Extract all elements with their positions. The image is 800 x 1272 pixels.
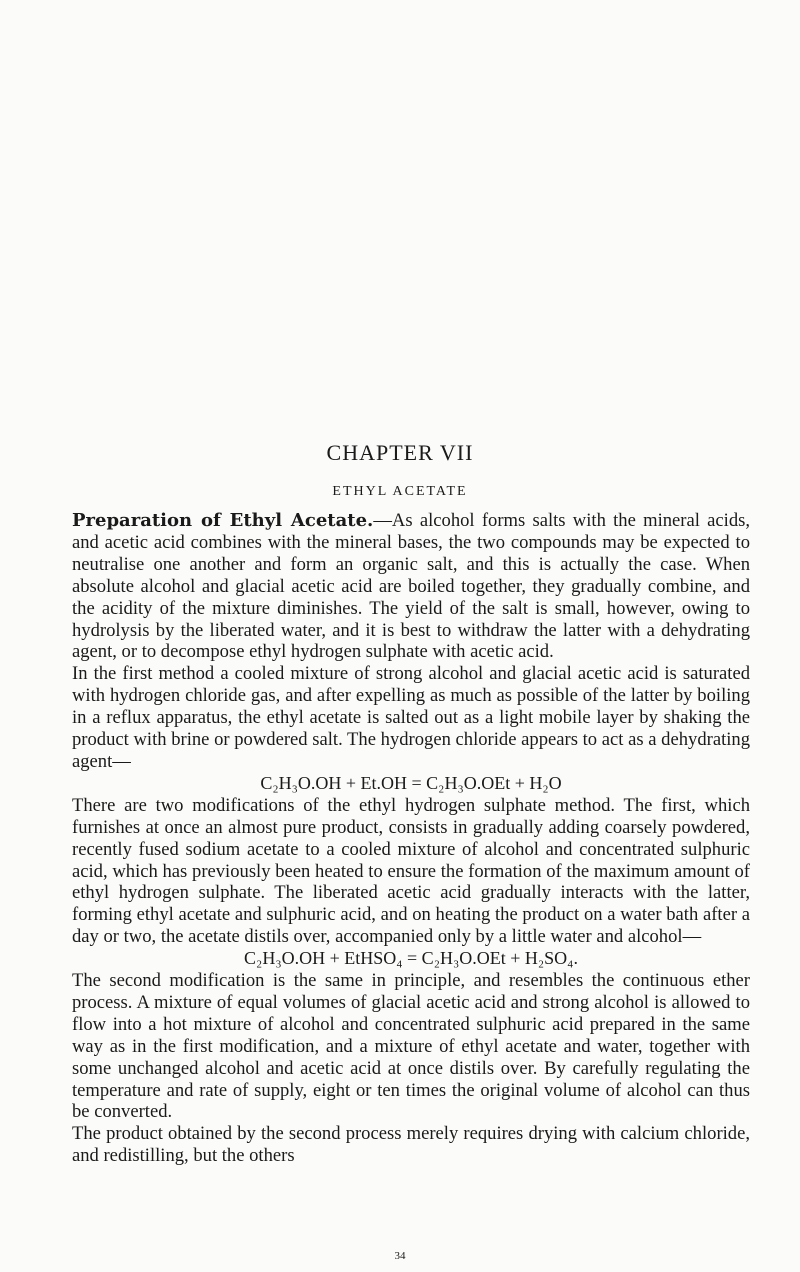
- body-text: [72, 510, 750, 1167]
- formula-2: C₂H₃O.OH + EtHSO₄ = C₂H₃O.OEt + H₂SO₄.: [244, 948, 578, 969]
- chapter-subtitle: ETHYL ACETATE: [332, 484, 468, 499]
- paragraph-5: The product obtained by the second process merely requires drying with calcium chloride, and redistilling, but the others: [72, 1123, 750, 1167]
- paragraph-4: The second modification is the same in principle, and resembles the continuous ether process. A mixture of equal volumes of glacial acetic acid and strong alcohol is allowed to flow into a hot mixture of alcohol and concentrated sulphuric acid prepared in the same way as in the first modification, and a mixture of ethyl acetate and water, together with some unchanged alcohol and acetic acid at once distils over. By carefully regulating the temperature and rate of supply, eight or ten times the original volume of alcohol can thus be converted.: [72, 970, 750, 1123]
- section-heading: Preparation of Ethyl Acetate.: [72, 510, 374, 531]
- chapter-heading: CHAPTER VII: [326, 440, 474, 465]
- paragraph-1: [72, 510, 750, 663]
- page-number: 34: [394, 1250, 406, 1262]
- paragraph-2: In the first method a cooled mixture of strong alcohol and glacial acetic acid is saturated with hydrogen chloride gas, and after expelling as much as possible of the latter by boiling in a reflux apparatus, the ethyl acetate is salted out as a light mobile layer by shaking the product with brine or powdered salt. The hydrogen chloride appears to act as a dehydrating agent—: [72, 663, 750, 772]
- formula-1: C₂H₃O.OH + Et.OH = C₂H₃O.OEt + H₂O: [260, 772, 562, 793]
- paragraph-3: There are two modifications of the ethyl hydrogen sulphate method. The first, which furnishes at once an almost pure product, consists in gradually adding coarsely powdered, recently fused sodium acetate to a cooled mixture of alcohol and concentrated sulphuric acid, which has previously been heated to ensure the formation of the maximum amount of ethyl hydrogen sulphate. The liberated acetic acid gradually interacts with the latter, forming ethyl acetate and sulphuric acid, and on heating the product on a water bath after a day or two, the acetate distils over, accompanied only by a little water and alcohol—: [72, 794, 750, 948]
- paragraph-1-text: —As alcohol forms salts with the mineral acids, and acetic acid combines with the mineral bases, the two compounds may be expected to neutralise one another and form an organic salt, and this is actually the case. When absolute alcohol and glacial acetic acid are boiled together, they gradually combine, and the acidity of the mixture diminishes. The yield of the salt is small, however, owing to hydrolysis by the liberated water, and it is best to withdraw the latter with a dehydrating agent, or to decompose ethyl hydrogen sulphate with acetic acid.: [72, 510, 751, 663]
